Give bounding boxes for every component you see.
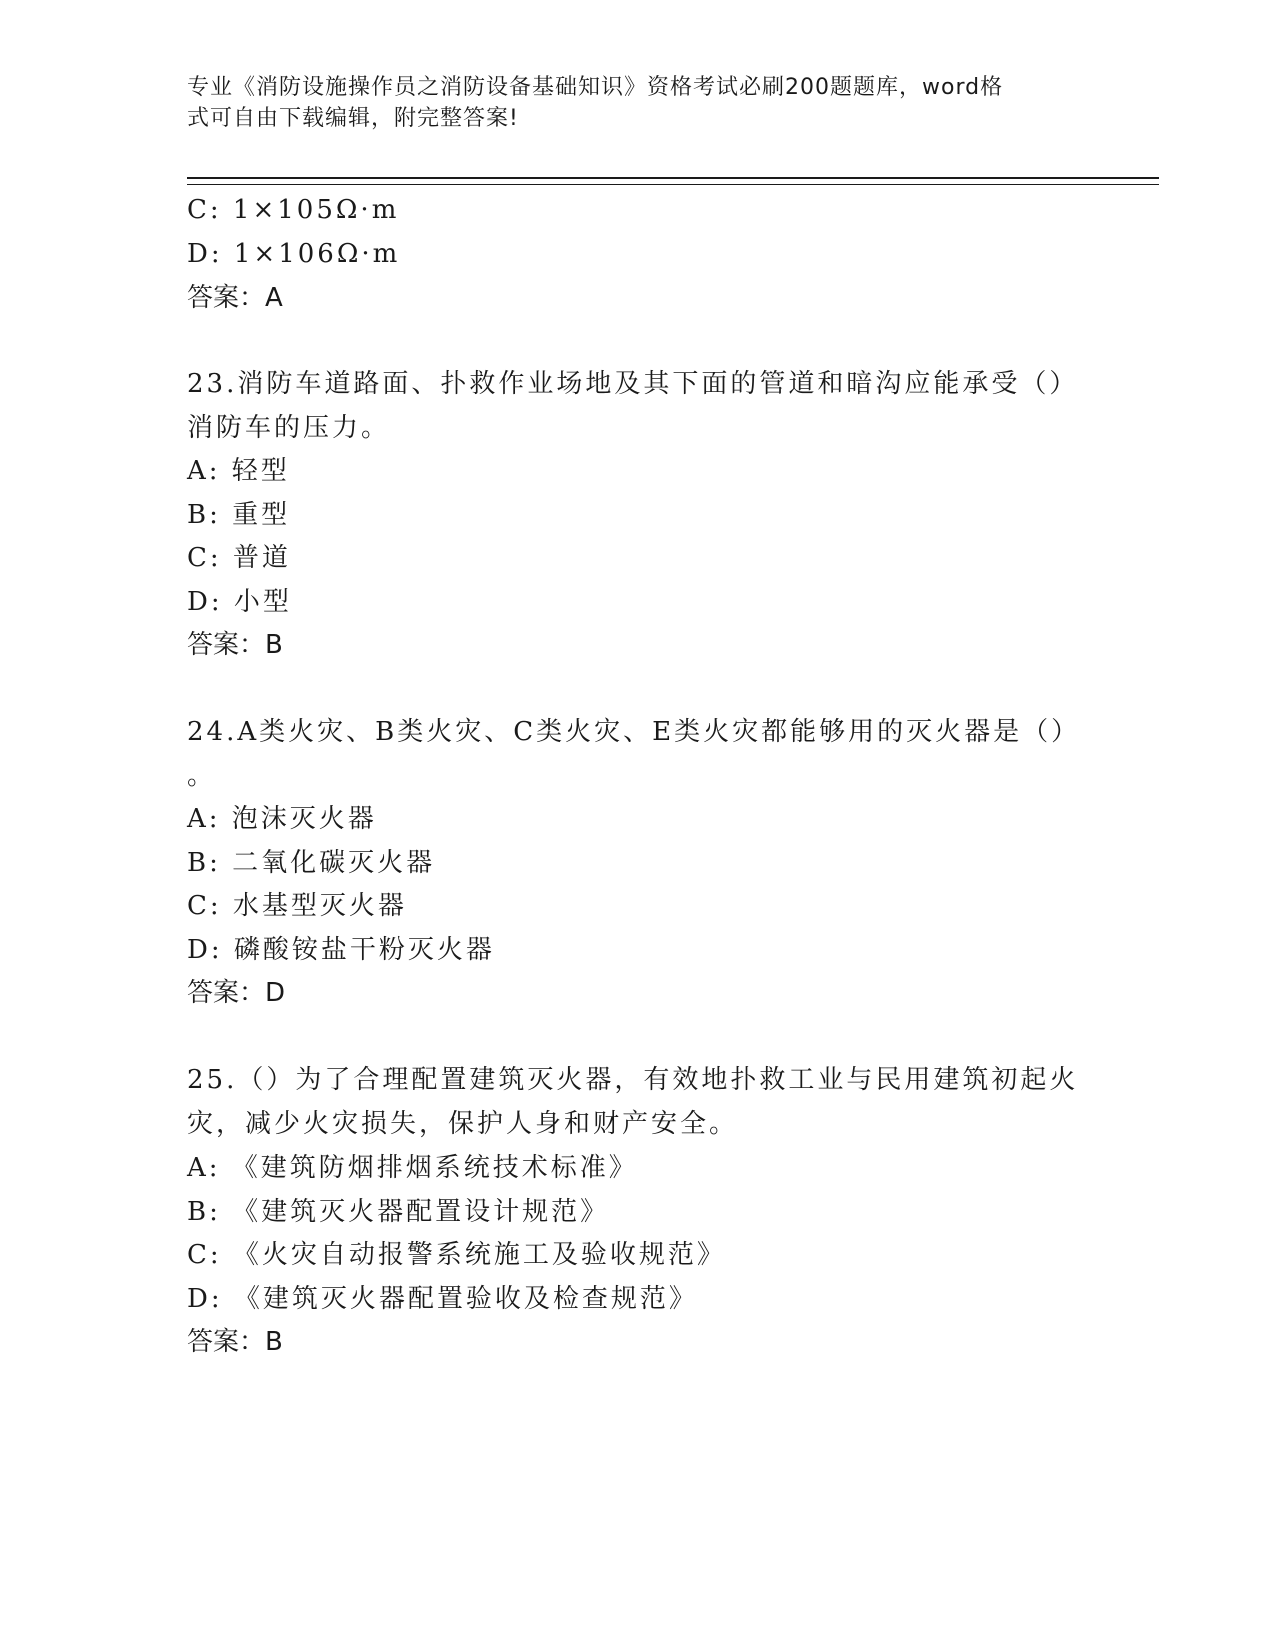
option-d: D: 1×106Ω·m [187, 239, 401, 269]
option-c: C: 《火灾自动报警系统施工及验收规范》 [187, 1240, 726, 1270]
question-stem-continued: 。 [187, 761, 217, 791]
question-stem: 24.A类火灾、B类火灾、C类火灾、E类火灾都能够用的灭火器是（） [187, 717, 1081, 747]
option-c: C: 普道 [187, 543, 291, 573]
option-d: D: 小型 [187, 587, 292, 617]
option-c: C: 1×105Ω·m [187, 195, 400, 225]
answer-line: 答案：B [187, 1327, 283, 1357]
answer-line: 答案：B [187, 630, 283, 660]
question-stem: 25.（）为了合理配置建筑灭火器，有效地扑救工业与民用建筑初起火 [187, 1065, 1079, 1095]
option-b: B: 重型 [187, 500, 291, 530]
option-c: C: 水基型灭火器 [187, 891, 407, 921]
header-divider [187, 177, 1159, 185]
option-b: B: 《建筑灭火器配置设计规范》 [187, 1197, 610, 1227]
option-b: B: 二氧化碳灭火器 [187, 848, 436, 878]
option-a: A: 泡沫灭火器 [187, 804, 377, 834]
option-d: D: 磷酸铵盐干粉灭火器 [187, 935, 495, 965]
option-a: A: 轻型 [187, 456, 290, 486]
question-stem: 23.消防车道路面、扑救作业场地及其下面的管道和暗沟应能承受（） [187, 369, 1079, 399]
option-a: A: 《建筑防烟排烟系统技术标准》 [187, 1153, 638, 1183]
question-stem-continued: 消防车的压力。 [187, 413, 391, 443]
page-header [187, 72, 1067, 134]
answer-line: 答案：D [187, 978, 286, 1008]
option-d: D: 《建筑灭火器配置验收及检查规范》 [187, 1284, 698, 1314]
answer-line: 答案：A [187, 283, 283, 313]
header-line-2: 式可自由下载编辑，附完整答案! [187, 106, 519, 131]
question-stem-continued: 灾，减少火灾损失，保护人身和财产安全。 [187, 1109, 739, 1139]
header-line-1: 专业《消防设施操作员之消防设备基础知识》资格考试必刷200题题库，word格 [187, 75, 1004, 100]
